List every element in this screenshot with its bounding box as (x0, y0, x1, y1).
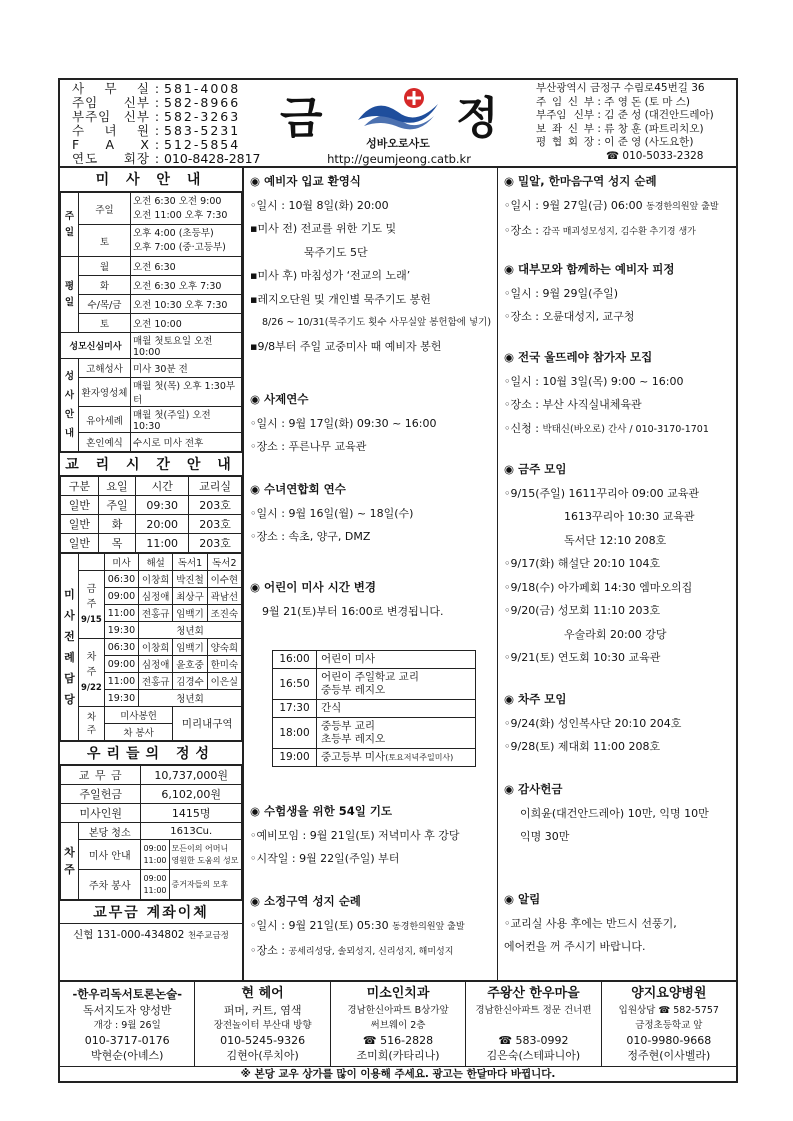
ad-line: 김은숙(스테파니아) (486, 1049, 581, 1062)
table-cell: 윤호중 (173, 656, 207, 673)
table-cell: 09:00 (104, 656, 138, 673)
column-header: 미사 (104, 554, 138, 571)
table-cell: 11:00 (136, 534, 189, 553)
ad-line: 입원상담 ☎ 582-5757 (618, 1005, 719, 1016)
article-line: ▪레지오단원 및 개인별 묵주기도 봉헌 (250, 292, 431, 306)
staff-value: 류 창 훈 (파트리치오) (604, 122, 704, 135)
article-exam-prayer (250, 800, 460, 871)
table-cell: 이은실 (207, 673, 241, 690)
staff-label: 보 좌 신 부 (536, 122, 594, 135)
time-cell: 16:00 (273, 651, 317, 669)
duty-time: 09:00 11:00 (141, 870, 169, 900)
table-cell: 09:30 (136, 496, 189, 515)
ad-line: 010-9980-9668 (626, 1034, 712, 1047)
sacrament-name: 환자영성체 (79, 378, 131, 407)
article-line: ◦9/21(토) 연도회 10:30 교육관 (504, 651, 661, 664)
article-pilgrimage-milal (504, 170, 719, 245)
liturgy-label: 미 사 전 례 담 당 (61, 554, 79, 741)
next-service-label: 차 주 (79, 707, 105, 741)
ad-line: ☎ 516-2828 (362, 1034, 434, 1047)
sacrament-time: 매월 첫(목) 오후 1:30부터 (131, 378, 242, 407)
article-line: ◦9/18(수) 아가페회 14:30 엠마오의집 (504, 580, 693, 594)
duty-label: 주차 봉사 (79, 870, 141, 900)
table-cell: 청년회 (139, 690, 242, 707)
title-right: 정 (456, 93, 499, 144)
staff-value: 이 준 영 (사도요한) (604, 136, 694, 149)
table-cell: 주일 (98, 496, 136, 515)
article-ultreya (504, 346, 709, 441)
class-schedule-title: 교 리 시 간 안 내 (60, 452, 242, 476)
table-cell: 박진철 (173, 571, 207, 588)
column-header: 요일 (98, 477, 136, 496)
article-line: ◦일시 : 9월 27일(금) 06:00 (504, 198, 643, 212)
staff-label: 주 임 신 부 (536, 95, 594, 108)
ad-line: ☎ 583-0992 (498, 1034, 569, 1047)
column-header: 구분 (61, 477, 99, 496)
table-cell: 임백기 (173, 605, 207, 622)
article-heading: ◉ 수험생을 위한 54일 기도 (250, 804, 393, 818)
sacrament-time: 수시로 미사 전후 (131, 433, 242, 452)
article-line: 1613꾸리아 10:30 교육관 (564, 510, 695, 523)
footer-note: ※ 본당 교우 상가를 많이 이용해 주세요. 광고는 한달마다 바뀝니다. (60, 1066, 736, 1081)
article-heading: ◉ 전국 울뜨레야 참가자 모집 (504, 350, 653, 364)
article-line: ◦일시 : 10월 8일(화) 20:00 (250, 198, 389, 212)
time-cell: 오전 6:30 오전 9:00 오전 11:00 오후 7:30 (131, 193, 242, 225)
contact-label: 수 녀 원 (72, 123, 150, 138)
article-line: ◦장소 : (504, 224, 543, 237)
bulletin-page (58, 78, 738, 1083)
contact-label: 주임 신부 (72, 95, 150, 110)
duty-label: 본당 청소 (79, 823, 141, 840)
staff-list: 부산광역시 금정구 수림로45번길 36 주 임 신 부 : 주 영 돈 (토 마 스) 부주임 신부 : 김 준 성 (대건안드레아) 보 좌 신 부 : 류 창 훈 (파트리치오) 평 협 회 장 : 이 준 영 (사도요한) ☎ 010-5033-2328 (536, 82, 714, 162)
program-cell: 중등부 교리 초등부 레지오 (317, 718, 476, 749)
finance-value: 1415명 (141, 804, 242, 823)
sacrament-name: 혼인예식 (79, 433, 131, 452)
column-header: 시간 (136, 477, 189, 496)
header (60, 80, 736, 168)
table-cell: 06:30 (104, 571, 138, 588)
article-line: 독서단 12:10 208호 (564, 533, 667, 547)
duty-time: 09:00 11:00 (141, 840, 169, 870)
article-line: ◦예비모임 : 9월 21일(토) 저녁미사 후 강당 (250, 828, 460, 842)
article-line: ◦장소 : 부산 사직실내체육관 (504, 398, 642, 411)
staff-value: 주 영 돈 (토 마 스) (604, 95, 690, 108)
article-pilgrimage-sojeong (250, 890, 465, 965)
contact-value: 512-5854 (164, 137, 241, 152)
article-line: ◦장소 : 푸른나무 교육관 (250, 440, 367, 453)
article-line: ◦9/20(금) 성모회 11:10 203호 (504, 604, 661, 617)
ad-strip (60, 980, 736, 1066)
article-priest-training (250, 388, 437, 459)
article-sisters-training (250, 478, 413, 549)
ad-line: 박현순(아녜스) (91, 1049, 164, 1062)
finance-label: 교 무 금 (61, 766, 141, 785)
article-heading: ◉ 예비자 입교 환영식 (250, 174, 361, 188)
article-line: ◦일시 : 9월 16일(월) ~ 18일(수) (250, 506, 414, 520)
table-cell: 김경수 (173, 673, 207, 690)
article-heading: ◉ 어린이 미사 시간 변경 (250, 580, 377, 594)
article-line: ◦일시 : 9월 21일(토) 05:30 (250, 918, 389, 932)
ad-title: 현 헤어 (241, 986, 284, 1001)
time-cell: 오전 10:30 오후 7:30 (131, 295, 242, 314)
weekday-label: 평일 (61, 257, 79, 333)
time-cell: 오전 10:00 (131, 314, 242, 333)
article-line: ◦시작일 : 9월 22일(주일) 부터 (250, 852, 400, 865)
article-heading: ◉ 소정구역 성지 순례 (250, 894, 361, 908)
article-heading: ◉ 대부모와 함께하는 예비자 피정 (504, 262, 675, 276)
address: 부산광역시 금정구 수림로45번길 36 (536, 82, 705, 94)
table-cell: 최상구 (173, 588, 207, 605)
table-cell: 11:00 (104, 673, 138, 690)
sacrament-label: 성 사 안 내 (61, 359, 79, 452)
finance-title: 우리들의 정성 (60, 741, 242, 765)
time-cell: 18:00 (273, 718, 317, 749)
sacrament-time: 미사 30분 전 (131, 359, 242, 378)
article-line: 우술라회 20:00 강당 (564, 627, 667, 641)
table-cell: 일반 (61, 515, 99, 534)
table-cell: 전홍규 (139, 605, 173, 622)
mass-schedule-title: 미 사 안 내 (60, 168, 242, 192)
ad-title: 주왕산 한우마을 (487, 986, 580, 1001)
column-header: 독서1 (173, 554, 207, 571)
day-cell: 토 (79, 314, 131, 333)
article-note: 박태신(바오로) 간사 / 010-3170-1701 (542, 423, 709, 435)
ad-miso-dental (331, 982, 466, 1066)
day-cell: 월 (79, 257, 131, 276)
staff-label: 부주임 신부 (536, 109, 594, 122)
article-line: ◦9/17(화) 해설단 20:10 104호 (504, 557, 661, 570)
table-cell: 203호 (189, 515, 242, 534)
column-header: 독서2 (207, 554, 241, 571)
ad-line: 금정초등학교 앞 (635, 1020, 703, 1031)
article-heading: ◉ 수녀연합회 연수 (250, 482, 346, 496)
contact-value: 582-3263 (164, 109, 241, 124)
article-line: 익명 30만 (520, 830, 570, 843)
website-url[interactable]: http://geumjeong.catb.kr (327, 152, 471, 166)
ad-title: -한우리독서토론논술- (72, 987, 182, 1001)
ad-line: 써브웨이 2층 (370, 1020, 426, 1031)
article-heading: ◉ 밀알, 한마음구역 성지 순례 (504, 174, 657, 188)
contact-value: 010-8428-2817 (164, 151, 261, 166)
finance-label: 미사인원 (61, 804, 141, 823)
table-cell: 화 (98, 515, 136, 534)
table-cell: 11:00 (104, 605, 138, 622)
parish-logo-icon (356, 86, 440, 136)
table-cell: 이수현 (207, 571, 241, 588)
article-line: 9월 21(토)부터 16:00로 변경됩니다. (262, 604, 444, 618)
sacrament-time: 매월 첫(주일) 오전 10:30 (131, 407, 242, 433)
time-cell: 오전 6:30 오후 7:30 (131, 276, 242, 295)
table-cell: 차 봉사 (104, 724, 172, 741)
ad-line: 독서지도자 양성반 (82, 1004, 172, 1017)
ad-line: 퍼머, 커트, 염색 (223, 1004, 302, 1017)
article-heading: ◉ 사제연수 (250, 392, 309, 406)
ad-line (466, 1018, 600, 1033)
ad-line: 장전놀이터 부산대 방향 (213, 1020, 312, 1031)
article-note: 감곡 매괴성모성지, 김수환 추기경 생가 (542, 227, 696, 237)
mass-schedule-table (60, 192, 242, 452)
day-cell: 토 (79, 225, 131, 257)
holy-mass-label: 성모신심미사 (61, 333, 131, 359)
article-line: 이희윤(대건안드레아) 10만, 익명 10만 (520, 806, 709, 820)
council-phone: ☎ 010-5033-2328 (606, 149, 704, 162)
ad-hyun-hair (195, 982, 330, 1066)
article-line: ◦9/24(화) 성인복사단 20:10 204호 (504, 716, 682, 730)
day-cell: 주일 (79, 193, 131, 225)
staff-label: 평 협 회 장 (536, 136, 594, 149)
article-line: 8/26 ~ 10/31(묵주기도 횟수 사무실앞 봉헌함에 넣기) (262, 317, 492, 328)
staff-value: 김 준 성 (대건안드레아) (604, 109, 714, 122)
ad-line: 조미희(카타리나) (356, 1049, 440, 1062)
ad-line: 경남한신아파트 B상가앞 (347, 1005, 449, 1016)
article-note: 공세리성당, 솔뫼성지, 신리성지, 해미성지 (288, 947, 454, 957)
ad-line: 경남한신아파트 정문 건너편 (475, 1005, 592, 1016)
ad-yangji-hospital (602, 982, 736, 1066)
ad-hanwoori (60, 982, 195, 1066)
table-cell: 심정애 (139, 656, 173, 673)
table-cell: 청년회 (139, 622, 242, 639)
sunday-label: 주일 (61, 193, 79, 257)
column-header: 교리실 (189, 477, 242, 496)
table-cell: 임백기 (173, 639, 207, 656)
program-cell: 중고등부 미사(토요저녁주일미사) (317, 749, 476, 767)
article-line: ◦9/15(주일) 1611꾸리아 09:00 교육관 (504, 486, 699, 500)
table-cell: 이창희 (139, 639, 173, 656)
this-week-label: 금 주 9/15 (79, 571, 105, 639)
account-info (60, 924, 242, 947)
article-line: 묵주기도 5단 (304, 245, 368, 259)
article-this-week-meetings (504, 458, 699, 670)
table-cell: 조진숙 (207, 605, 241, 622)
day-cell: 수/목/금 (79, 295, 131, 314)
program-cell: 간식 (317, 700, 476, 718)
day-cell: 화 (79, 276, 131, 295)
finance-value: 10,737,000원 (141, 766, 242, 785)
class-schedule-table (60, 476, 242, 553)
table-cell: 전홍규 (139, 673, 173, 690)
table-cell: 20:00 (136, 515, 189, 534)
table-cell: 19:30 (104, 690, 138, 707)
article-line: 에어컨을 꺼 주시기 바랍니다. (504, 940, 646, 953)
table-cell: 이창희 (139, 571, 173, 588)
finance-table (60, 765, 242, 900)
duty-value: 증거자들의 모후 (169, 870, 241, 900)
table-cell: 한미숙 (207, 656, 241, 673)
article-line: ◦일시 : 9월 17일(화) 09:30 ~ 16:00 (250, 416, 437, 430)
contact-value: 582-8966 (164, 95, 241, 110)
sacrament-name: 고해성사 (79, 359, 131, 378)
time-cell: 오전 6:30 (131, 257, 242, 276)
article-line: ◦교리실 사용 후에는 반드시 선풍기, (504, 916, 677, 930)
contact-label: 사 무 실 (72, 81, 150, 96)
table-cell: 09:00 (104, 588, 138, 605)
time-cell: 오후 4:00 (초등부) 오후 7:00 (중·고등부) (131, 225, 242, 257)
table-cell: 양숙희 (207, 639, 241, 656)
table-cell: 06:30 (104, 639, 138, 656)
contact-label: 부주임 신부 (72, 109, 150, 124)
time-cell: 19:00 (273, 749, 317, 767)
title-left: 금 (280, 93, 323, 144)
left-column (60, 168, 244, 980)
article-note: 동경한의원앞 출발 (392, 921, 465, 932)
account-number: 신협 131-000-434802 (73, 929, 185, 941)
article-line: ▪미사 전) 전교를 위한 기도 및 (250, 222, 397, 235)
contact-label: F A X (72, 137, 150, 152)
ad-line: 개강 : 9월 26일 (93, 1020, 161, 1031)
time-cell: 17:30 (273, 700, 317, 718)
article-heading: ◉ 금주 모임 (504, 462, 567, 476)
article-line: ◦신청 : (504, 421, 543, 435)
table-cell: 일반 (61, 496, 99, 515)
contact-label: 연도 회장 (72, 151, 150, 166)
article-children-mass (250, 576, 444, 623)
article-heading: ◉ 감사헌금 (504, 782, 563, 796)
table-cell: 203호 (189, 496, 242, 515)
article-heading: ◉ 알림 (504, 892, 541, 906)
article-heading: ◉ 차주 모임 (504, 692, 567, 706)
article-line: ◦장소 : 속초, 양구, DMZ (250, 530, 371, 543)
time-cell: 16:50 (273, 669, 317, 700)
article-line: ◦9/28(토) 제대회 11:00 208호 (504, 740, 661, 753)
article-note: 동경한의원앞 출발 (646, 201, 719, 212)
contact-value: 583-5231 (164, 123, 241, 138)
ad-juwangsan (466, 982, 601, 1066)
children-mass-table (272, 650, 476, 767)
contact-value: 581-4008 (164, 81, 241, 96)
ad-title: 양지요양병원 (631, 986, 707, 1001)
article-catechumen (250, 170, 491, 358)
program-cell: 어린이 미사 (317, 651, 476, 669)
middle-column (244, 168, 498, 980)
finance-value: 6,102,00원 (141, 785, 242, 804)
table-cell: 203호 (189, 534, 242, 553)
contact-list: 사 무 실 : 581-4008 주임 신부 : 582-8966 부주임 신부 : 582-3263 수 녀 원 : 583-5231 F A X : 512-5854 연도 회장 : 010-8428-2817 (72, 81, 261, 166)
table-cell: 일반 (61, 534, 99, 553)
ad-line: 김현아(루치아) (226, 1049, 299, 1062)
table-cell: 목 (98, 534, 136, 553)
article-retreat (504, 258, 674, 329)
article-line: ◦일시 : 10월 3일(목) 9:00 ~ 16:00 (504, 374, 684, 388)
article-next-week-meetings (504, 688, 681, 759)
service-district: 미리내구역 (173, 707, 242, 741)
table-cell: 19:30 (104, 622, 138, 639)
account-title: 교무금 계좌이체 (60, 900, 242, 924)
article-thanks-offering (504, 778, 709, 849)
column-header: 해설 (139, 554, 173, 571)
next-week-label: 차 주 (61, 823, 79, 900)
article-line: ◦일시 : 9월 29일(주일) (504, 286, 619, 300)
duty-value: 1613Cu. (141, 823, 242, 840)
liturgy-duty-table (60, 553, 242, 741)
ad-title: 미소인치과 (366, 986, 430, 1001)
next-week-label: 차 주 9/22 (79, 639, 105, 707)
ad-line: 정주현(이사벨라) (627, 1049, 711, 1062)
table-cell: 심정애 (139, 588, 173, 605)
account-owner: 천주교금정 (187, 931, 229, 941)
program-cell: 어린이 주일학교 교리 중등부 레지오 (317, 669, 476, 700)
finance-label: 주일헌금 (61, 785, 141, 804)
duty-label: 미사 안내 (79, 840, 141, 870)
right-column (498, 168, 736, 980)
article-line: ▪9/8부터 주일 교중미사 때 예비자 봉헌 (250, 339, 442, 353)
table-cell: 미사봉헌 (104, 707, 172, 724)
article-line: ◦장소 : 오륜대성지, 교구청 (504, 310, 635, 323)
duty-value: 모든이의 어머니 영원한 도움의 성모 (169, 840, 241, 870)
logo-text: 성바오로사도 (366, 137, 430, 150)
holy-mass-time: 매월 첫토요일 오전 10:00 (131, 333, 242, 359)
article-line: ◦장소 : (250, 944, 289, 957)
sacrament-name: 유아세례 (79, 407, 131, 433)
article-notice (504, 888, 677, 959)
article-line: ▪미사 후) 마침성가 ‘전교의 노래’ (250, 269, 411, 282)
ad-line: 010-3717-0176 (84, 1034, 170, 1047)
ad-line: 010-5245-9326 (220, 1034, 306, 1047)
table-cell: 곽남선 (207, 588, 241, 605)
